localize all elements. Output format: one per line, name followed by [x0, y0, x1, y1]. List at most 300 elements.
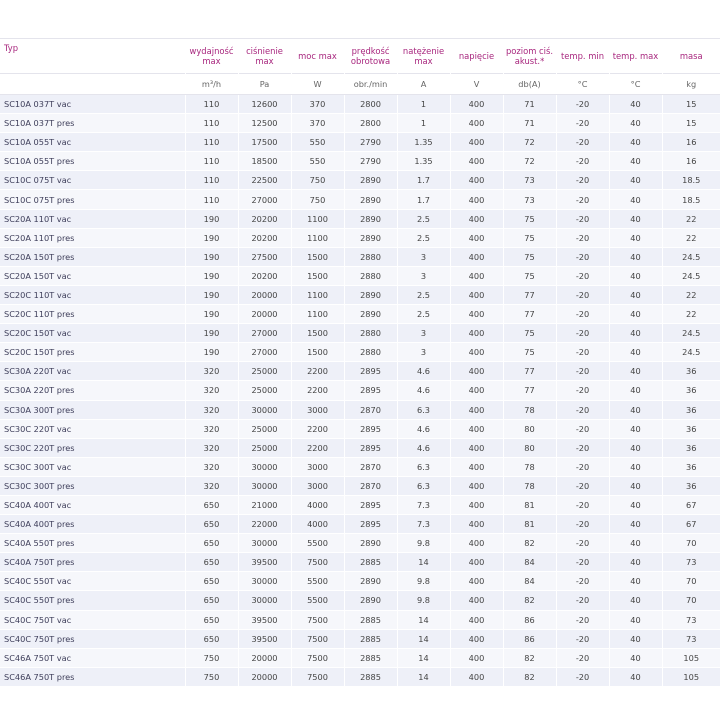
value-cell: 40 — [609, 438, 662, 457]
value-cell: 400 — [450, 381, 503, 400]
value-cell: 650 — [185, 610, 238, 629]
value-cell: 73 — [662, 610, 720, 629]
type-cell: SC40A 750T pres — [0, 553, 185, 572]
value-cell: 30000 — [238, 457, 291, 476]
value-cell: 40 — [609, 534, 662, 553]
value-cell: 2890 — [344, 591, 397, 610]
type-cell: SC20A 110T vac — [0, 209, 185, 228]
value-cell: 550 — [291, 133, 344, 152]
value-cell: -20 — [556, 381, 609, 400]
value-cell: 40 — [609, 419, 662, 438]
table-row — [0, 95, 720, 114]
value-cell: 750 — [185, 667, 238, 686]
value-cell: 650 — [185, 553, 238, 572]
value-cell: -20 — [556, 591, 609, 610]
value-cell: 400 — [450, 114, 503, 133]
table-row — [0, 247, 720, 266]
value-cell: 110 — [185, 152, 238, 171]
value-cell: 400 — [450, 305, 503, 324]
value-cell: 320 — [185, 419, 238, 438]
unit-cell: m³/h — [185, 74, 238, 95]
value-cell: 2885 — [344, 610, 397, 629]
value-cell: 17500 — [238, 133, 291, 152]
value-cell: -20 — [556, 228, 609, 247]
value-cell: 2880 — [344, 343, 397, 362]
value-cell: 2870 — [344, 457, 397, 476]
value-cell: 400 — [450, 152, 503, 171]
value-cell: 25000 — [238, 381, 291, 400]
value-cell: 9.8 — [397, 534, 450, 553]
value-cell: 2890 — [344, 209, 397, 228]
value-cell: -20 — [556, 438, 609, 457]
value-cell: 72 — [503, 152, 556, 171]
units-row — [0, 74, 720, 95]
value-cell: -20 — [556, 515, 609, 534]
value-cell: 1100 — [291, 209, 344, 228]
column-header: natężenie max — [397, 39, 450, 74]
value-cell: 14 — [397, 610, 450, 629]
value-cell: 2895 — [344, 419, 397, 438]
value-cell: 39500 — [238, 629, 291, 648]
value-cell: 400 — [450, 534, 503, 553]
value-cell: 5500 — [291, 591, 344, 610]
value-cell: 20000 — [238, 285, 291, 304]
value-cell: 2800 — [344, 95, 397, 114]
value-cell: 2.5 — [397, 228, 450, 247]
value-cell: 400 — [450, 190, 503, 209]
value-cell: 40 — [609, 228, 662, 247]
value-cell: 7500 — [291, 648, 344, 667]
value-cell: 370 — [291, 95, 344, 114]
type-cell: SC10C 075T pres — [0, 190, 185, 209]
value-cell: 77 — [503, 362, 556, 381]
value-cell: 12500 — [238, 114, 291, 133]
value-cell: 1.35 — [397, 133, 450, 152]
value-cell: -20 — [556, 133, 609, 152]
value-cell: 650 — [185, 572, 238, 591]
table-row — [0, 476, 720, 495]
type-cell: SC30C 220T pres — [0, 438, 185, 457]
value-cell: 400 — [450, 362, 503, 381]
value-cell: 400 — [450, 610, 503, 629]
table-row — [0, 400, 720, 419]
value-cell: 30000 — [238, 534, 291, 553]
value-cell: 550 — [291, 152, 344, 171]
unit-cell — [0, 74, 185, 95]
unit-cell: obr./min — [344, 74, 397, 95]
value-cell: -20 — [556, 495, 609, 514]
unit-cell: °C — [609, 74, 662, 95]
value-cell: 82 — [503, 648, 556, 667]
value-cell: 105 — [662, 648, 720, 667]
value-cell: 22 — [662, 285, 720, 304]
table-row — [0, 438, 720, 457]
value-cell: 750 — [291, 171, 344, 190]
value-cell: -20 — [556, 324, 609, 343]
type-cell: SC30C 300T pres — [0, 476, 185, 495]
column-header: moc max — [291, 39, 344, 74]
value-cell: 80 — [503, 438, 556, 457]
value-cell: 40 — [609, 591, 662, 610]
value-cell: 9.8 — [397, 591, 450, 610]
value-cell: -20 — [556, 610, 609, 629]
column-header: prędkość obrotowa — [344, 39, 397, 74]
value-cell: 36 — [662, 362, 720, 381]
value-cell: 190 — [185, 343, 238, 362]
value-cell: 18.5 — [662, 171, 720, 190]
value-cell: 86 — [503, 629, 556, 648]
value-cell: 7.3 — [397, 495, 450, 514]
unit-cell: W — [291, 74, 344, 95]
value-cell: 16 — [662, 152, 720, 171]
value-cell: 36 — [662, 400, 720, 419]
value-cell: 82 — [503, 667, 556, 686]
spec-table — [0, 38, 720, 687]
value-cell: 3 — [397, 343, 450, 362]
value-cell: 40 — [609, 247, 662, 266]
value-cell: 80 — [503, 419, 556, 438]
value-cell: 25000 — [238, 419, 291, 438]
value-cell: 400 — [450, 266, 503, 285]
value-cell: 20000 — [238, 648, 291, 667]
value-cell: 2890 — [344, 285, 397, 304]
value-cell: 2890 — [344, 534, 397, 553]
value-cell: 20200 — [238, 266, 291, 285]
value-cell: 27500 — [238, 247, 291, 266]
value-cell: 15 — [662, 114, 720, 133]
value-cell: -20 — [556, 95, 609, 114]
value-cell: 750 — [291, 190, 344, 209]
spec-table-container — [0, 38, 720, 687]
value-cell: 40 — [609, 343, 662, 362]
table-row — [0, 667, 720, 686]
value-cell: 3 — [397, 247, 450, 266]
value-cell: 21000 — [238, 495, 291, 514]
value-cell: 2790 — [344, 152, 397, 171]
value-cell: 40 — [609, 266, 662, 285]
value-cell: 40 — [609, 285, 662, 304]
value-cell: 2885 — [344, 553, 397, 572]
value-cell: 320 — [185, 400, 238, 419]
value-cell: 73 — [503, 190, 556, 209]
value-cell: 4000 — [291, 495, 344, 514]
value-cell: 40 — [609, 515, 662, 534]
value-cell: 400 — [450, 228, 503, 247]
value-cell: 27000 — [238, 343, 291, 362]
value-cell: 27000 — [238, 324, 291, 343]
value-cell: 70 — [662, 572, 720, 591]
value-cell: 72 — [503, 133, 556, 152]
column-header: masa — [662, 39, 720, 74]
value-cell: 190 — [185, 247, 238, 266]
value-cell: 86 — [503, 610, 556, 629]
value-cell: 75 — [503, 266, 556, 285]
value-cell: 77 — [503, 305, 556, 324]
type-cell: SC20C 110T pres — [0, 305, 185, 324]
value-cell: 7500 — [291, 667, 344, 686]
value-cell: 30000 — [238, 476, 291, 495]
table-row — [0, 209, 720, 228]
value-cell: 400 — [450, 457, 503, 476]
value-cell: 2895 — [344, 362, 397, 381]
table-row — [0, 495, 720, 514]
value-cell: 70 — [662, 534, 720, 553]
value-cell: 73 — [503, 171, 556, 190]
value-cell: 2880 — [344, 324, 397, 343]
type-cell: SC20C 150T vac — [0, 324, 185, 343]
value-cell: 1 — [397, 114, 450, 133]
table-row — [0, 515, 720, 534]
type-cell: SC40A 400T vac — [0, 495, 185, 514]
column-header: temp. max — [609, 39, 662, 74]
table-row — [0, 648, 720, 667]
value-cell: 2890 — [344, 171, 397, 190]
type-cell: SC10A 055T pres — [0, 152, 185, 171]
value-cell: 36 — [662, 419, 720, 438]
value-cell: 82 — [503, 591, 556, 610]
type-cell: SC20A 150T vac — [0, 266, 185, 285]
value-cell: 2895 — [344, 438, 397, 457]
value-cell: 5500 — [291, 534, 344, 553]
unit-cell: kg — [662, 74, 720, 95]
value-cell: 81 — [503, 515, 556, 534]
value-cell: 78 — [503, 400, 556, 419]
value-cell: -20 — [556, 285, 609, 304]
value-cell: -20 — [556, 534, 609, 553]
value-cell: 4.6 — [397, 362, 450, 381]
value-cell: 18500 — [238, 152, 291, 171]
value-cell: 6.3 — [397, 476, 450, 495]
value-cell: 24.5 — [662, 324, 720, 343]
type-cell: SC40A 550T pres — [0, 534, 185, 553]
value-cell: 400 — [450, 133, 503, 152]
table-row — [0, 553, 720, 572]
value-cell: 24.5 — [662, 266, 720, 285]
value-cell: 77 — [503, 381, 556, 400]
value-cell: 40 — [609, 152, 662, 171]
value-cell: 40 — [609, 553, 662, 572]
value-cell: 3 — [397, 324, 450, 343]
value-cell: 40 — [609, 190, 662, 209]
table-row — [0, 572, 720, 591]
value-cell: 78 — [503, 457, 556, 476]
value-cell: 2885 — [344, 667, 397, 686]
type-cell: SC20A 110T pres — [0, 228, 185, 247]
value-cell: -20 — [556, 171, 609, 190]
type-cell: SC30A 220T vac — [0, 362, 185, 381]
value-cell: 75 — [503, 209, 556, 228]
value-cell: 650 — [185, 495, 238, 514]
value-cell: 22 — [662, 228, 720, 247]
value-cell: 2880 — [344, 266, 397, 285]
value-cell: 24.5 — [662, 247, 720, 266]
value-cell: 40 — [609, 133, 662, 152]
value-cell: 75 — [503, 228, 556, 247]
value-cell: 400 — [450, 648, 503, 667]
value-cell: 1500 — [291, 247, 344, 266]
value-cell: 7500 — [291, 553, 344, 572]
value-cell: 190 — [185, 266, 238, 285]
value-cell: 40 — [609, 362, 662, 381]
type-cell: SC20C 150T pres — [0, 343, 185, 362]
table-row — [0, 324, 720, 343]
table-row — [0, 534, 720, 553]
table-row — [0, 133, 720, 152]
table-row — [0, 362, 720, 381]
value-cell: 75 — [503, 324, 556, 343]
value-cell: 400 — [450, 476, 503, 495]
value-cell: 81 — [503, 495, 556, 514]
value-cell: 40 — [609, 495, 662, 514]
value-cell: 15 — [662, 95, 720, 114]
value-cell: -20 — [556, 572, 609, 591]
value-cell: 18.5 — [662, 190, 720, 209]
value-cell: 3000 — [291, 457, 344, 476]
value-cell: 40 — [609, 171, 662, 190]
value-cell: 320 — [185, 362, 238, 381]
value-cell: 30000 — [238, 591, 291, 610]
value-cell: 320 — [185, 438, 238, 457]
value-cell: 36 — [662, 457, 720, 476]
value-cell: 400 — [450, 591, 503, 610]
table-row — [0, 343, 720, 362]
value-cell: 2890 — [344, 190, 397, 209]
value-cell: 400 — [450, 515, 503, 534]
value-cell: 110 — [185, 190, 238, 209]
table-row — [0, 266, 720, 285]
value-cell: 40 — [609, 324, 662, 343]
value-cell: 20200 — [238, 228, 291, 247]
value-cell: 400 — [450, 400, 503, 419]
value-cell: 750 — [185, 648, 238, 667]
value-cell: 40 — [609, 305, 662, 324]
value-cell: 73 — [662, 629, 720, 648]
value-cell: 2.5 — [397, 305, 450, 324]
value-cell: 2.5 — [397, 209, 450, 228]
value-cell: 400 — [450, 572, 503, 591]
value-cell: 25000 — [238, 362, 291, 381]
header-row — [0, 39, 720, 74]
value-cell: 14 — [397, 648, 450, 667]
value-cell: -20 — [556, 305, 609, 324]
value-cell: -20 — [556, 419, 609, 438]
value-cell: 73 — [662, 553, 720, 572]
value-cell: 400 — [450, 209, 503, 228]
value-cell: 40 — [609, 629, 662, 648]
value-cell: 40 — [609, 667, 662, 686]
value-cell: 84 — [503, 572, 556, 591]
table-body — [0, 95, 720, 687]
value-cell: 400 — [450, 285, 503, 304]
value-cell: 7.3 — [397, 515, 450, 534]
value-cell: -20 — [556, 457, 609, 476]
value-cell: 71 — [503, 95, 556, 114]
value-cell: 22000 — [238, 515, 291, 534]
value-cell: 40 — [609, 476, 662, 495]
value-cell: 71 — [503, 114, 556, 133]
value-cell: 14 — [397, 629, 450, 648]
value-cell: 400 — [450, 324, 503, 343]
table-row — [0, 457, 720, 476]
value-cell: 20000 — [238, 667, 291, 686]
value-cell: 3000 — [291, 400, 344, 419]
value-cell: -20 — [556, 114, 609, 133]
value-cell: -20 — [556, 400, 609, 419]
type-cell: SC10C 075T vac — [0, 171, 185, 190]
type-cell: SC10A 037T vac — [0, 95, 185, 114]
value-cell: 650 — [185, 534, 238, 553]
value-cell: 2200 — [291, 362, 344, 381]
type-cell: SC40C 550T pres — [0, 591, 185, 610]
value-cell: 2890 — [344, 572, 397, 591]
value-cell: 67 — [662, 495, 720, 514]
table-row — [0, 305, 720, 324]
value-cell: -20 — [556, 667, 609, 686]
value-cell: 400 — [450, 629, 503, 648]
type-cell: SC10A 055T vac — [0, 133, 185, 152]
value-cell: 7500 — [291, 629, 344, 648]
value-cell: 2200 — [291, 438, 344, 457]
value-cell: 4000 — [291, 515, 344, 534]
value-cell: -20 — [556, 247, 609, 266]
value-cell: 3 — [397, 266, 450, 285]
value-cell: 1 — [397, 95, 450, 114]
unit-cell: Pa — [238, 74, 291, 95]
table-row — [0, 171, 720, 190]
value-cell: 400 — [450, 495, 503, 514]
value-cell: 4.6 — [397, 419, 450, 438]
value-cell: 40 — [609, 381, 662, 400]
value-cell: 36 — [662, 476, 720, 495]
value-cell: -20 — [556, 362, 609, 381]
value-cell: 22 — [662, 305, 720, 324]
type-cell: SC40A 400T pres — [0, 515, 185, 534]
value-cell: 400 — [450, 171, 503, 190]
value-cell: 20200 — [238, 209, 291, 228]
value-cell: 40 — [609, 648, 662, 667]
value-cell: 110 — [185, 95, 238, 114]
value-cell: 2895 — [344, 381, 397, 400]
column-header: poziom ciś. akust.* — [503, 39, 556, 74]
table-row — [0, 285, 720, 304]
type-cell: SC30C 220T vac — [0, 419, 185, 438]
value-cell: 320 — [185, 476, 238, 495]
value-cell: 2870 — [344, 476, 397, 495]
value-cell: 22 — [662, 209, 720, 228]
table-row — [0, 419, 720, 438]
type-cell: SC40C 550T vac — [0, 572, 185, 591]
value-cell: 650 — [185, 515, 238, 534]
value-cell: 400 — [450, 95, 503, 114]
value-cell: 82 — [503, 534, 556, 553]
value-cell: 2790 — [344, 133, 397, 152]
table-row — [0, 629, 720, 648]
column-header: Typ — [0, 39, 185, 74]
value-cell: 24.5 — [662, 343, 720, 362]
type-cell: SC40C 750T vac — [0, 610, 185, 629]
table-row — [0, 114, 720, 133]
value-cell: -20 — [556, 648, 609, 667]
value-cell: 22500 — [238, 171, 291, 190]
value-cell: 370 — [291, 114, 344, 133]
value-cell: 1100 — [291, 285, 344, 304]
value-cell: 9.8 — [397, 572, 450, 591]
value-cell: 40 — [609, 209, 662, 228]
value-cell: 400 — [450, 553, 503, 572]
type-cell: SC30C 300T vac — [0, 457, 185, 476]
value-cell: 5500 — [291, 572, 344, 591]
value-cell: 2870 — [344, 400, 397, 419]
